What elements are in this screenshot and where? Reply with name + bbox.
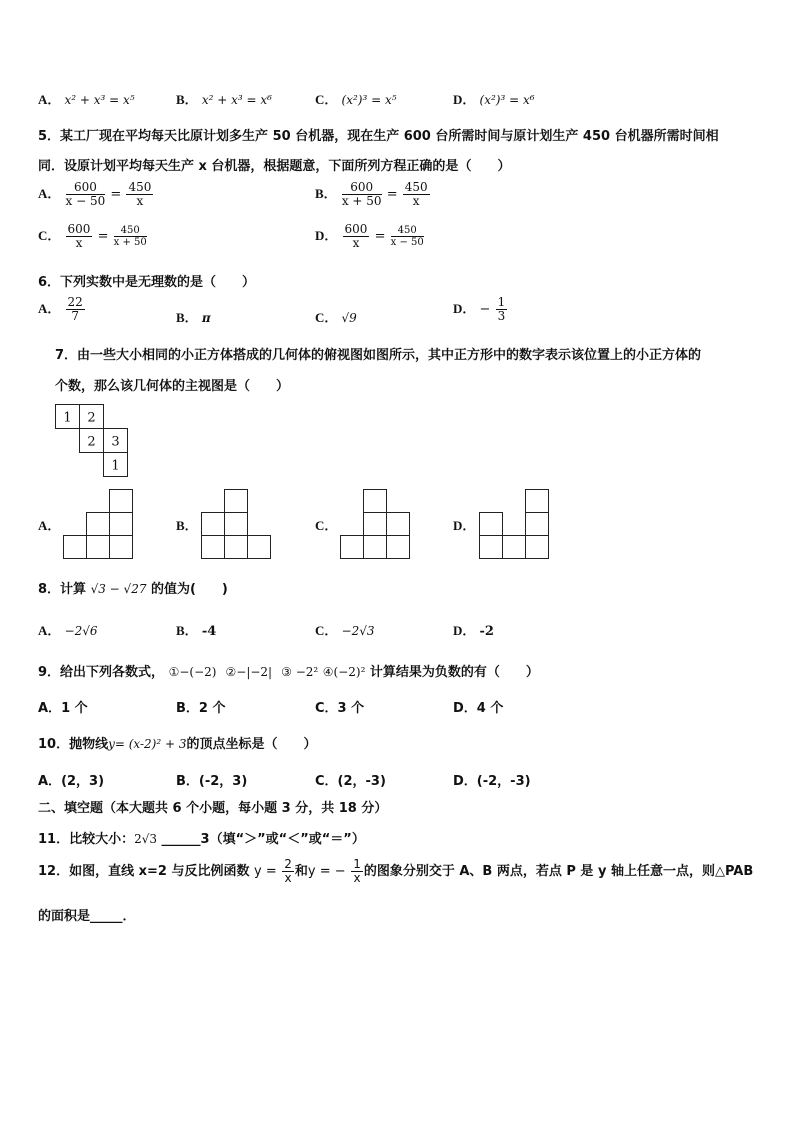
option-label: A．: [38, 623, 61, 638]
q8-option-d: [453, 620, 494, 639]
q12-line2: 的面积是_____．: [38, 909, 136, 924]
numerator: 1: [353, 857, 361, 871]
denominator: 3: [497, 309, 506, 324]
option-label: B．: [176, 701, 199, 716]
fraction: [66, 181, 106, 208]
numerator: 450: [128, 180, 152, 194]
option-label: A．: [38, 701, 62, 716]
q6-stem: 6．下列实数中是无理数的是（ ）: [38, 275, 256, 290]
option-label: D．: [453, 701, 477, 716]
denominator: x: [412, 194, 420, 209]
q7-option-d-figure: [479, 489, 551, 561]
denominator: x − 50: [65, 194, 106, 209]
option-label: B．: [176, 92, 198, 107]
cube-square: [387, 513, 410, 536]
option-expression: (x²)³ = x⁵: [341, 93, 397, 107]
q8-option-b: [176, 620, 216, 639]
cube-square: [225, 490, 248, 513]
denominator: x: [75, 236, 83, 251]
equals-sign: =: [110, 187, 122, 203]
grid-number: 2: [87, 434, 96, 450]
cube-square: [202, 536, 225, 559]
numerator: 600: [67, 222, 91, 236]
cube-square: [526, 536, 549, 559]
fraction: [126, 181, 153, 208]
q8-stem-expression: √3 − √27: [90, 582, 147, 596]
denominator: x: [353, 871, 361, 886]
q9-item-3: ③ −2²: [281, 665, 319, 679]
q9-stem-suffix: 计算结果为负数的有（ ）: [365, 665, 539, 680]
denominator: x: [284, 871, 292, 886]
q9-item-1: ①−(−2): [168, 665, 217, 679]
cube-square: [480, 536, 503, 559]
q8-stem: [38, 578, 228, 597]
option-text: (2，3): [61, 774, 105, 789]
q10-stem-prefix: 10．抛物线: [38, 737, 109, 752]
q12-suffix: 的图象分别交于 A、B 两点，若点 P 是 y 轴上任意一点，则△PAB: [363, 864, 754, 880]
option-label: D．: [453, 92, 476, 107]
q10-option-d: [453, 770, 531, 789]
option-expression: −2√6: [64, 624, 98, 638]
denominator: 7: [71, 309, 79, 324]
option-label: D．: [453, 774, 477, 789]
q6-option-b: [176, 307, 211, 326]
option-text: (-2，-3): [476, 774, 531, 789]
fraction: [403, 181, 430, 208]
cube-square: [87, 536, 110, 559]
q7-option-b-label: B．: [176, 518, 198, 533]
grid-number: 1: [111, 458, 120, 474]
option-text: (-2，3): [198, 774, 248, 789]
cube-square: [64, 536, 87, 559]
q10-option-b: [176, 770, 247, 789]
cube-square: [225, 536, 248, 559]
fraction: [343, 223, 370, 250]
cube-square: [110, 513, 133, 536]
option-expression: -2: [479, 624, 494, 639]
q7-option-a-figure: [63, 489, 135, 561]
cube-square: [248, 536, 271, 559]
q5-option-c: [38, 223, 148, 250]
option-expression: √9: [341, 311, 357, 325]
q12-line1: [38, 858, 753, 885]
section-heading: 二、填空题（本大题共 6 个小题，每小题 3 分，共 18 分）: [38, 801, 388, 816]
q11-rest: 3（填“＞”或“＜”或“＝”）: [200, 832, 365, 847]
q4-option-b: [176, 89, 272, 108]
option-label: B．: [176, 310, 198, 325]
fraction: [342, 181, 382, 208]
cube-square: [364, 513, 387, 536]
q7-option-d-label: D．: [453, 518, 476, 533]
numerator: 450: [391, 225, 424, 237]
q6-option-c: [315, 307, 357, 326]
q7-option-b-figure: [201, 489, 273, 561]
grid-number: 1: [63, 410, 72, 426]
q9-option-c: [315, 697, 364, 716]
q10-stem-suffix: 的顶点坐标是（ ）: [186, 737, 317, 752]
q7-stem-line2: 个数，那么该几何体的主视图是（ ）: [55, 379, 290, 394]
option-label: D．: [315, 228, 338, 244]
option-label: D．: [453, 301, 476, 317]
option-label: A．: [38, 92, 61, 107]
q10-option-c: [315, 770, 386, 789]
option-label: D．: [453, 623, 476, 638]
option-text: 2 个: [198, 701, 226, 716]
option-label: C．: [38, 228, 61, 244]
minus-sign: −: [479, 302, 491, 318]
q12-function2-left: y = −: [307, 864, 346, 880]
equals-sign: =: [386, 187, 398, 203]
q12-mid: 和: [294, 864, 308, 880]
q7-option-c-label: C．: [315, 518, 338, 533]
q7-option-c-figure: [340, 489, 412, 561]
cube-square: [87, 513, 110, 536]
q8-stem-suffix: 的值为( ): [146, 582, 228, 597]
option-text: (2，-3): [337, 774, 386, 789]
option-text: 1 个: [61, 701, 88, 716]
q9-item-2: ②−|−2|: [225, 665, 273, 679]
cube-square: [480, 513, 503, 536]
numerator: 600: [66, 181, 106, 195]
fraction: [496, 296, 508, 323]
fraction: [66, 296, 85, 323]
option-expression: -4: [201, 624, 217, 639]
q9-stem-prefix: 9．给出下列各数式，: [38, 665, 165, 680]
q10-stem-expression: y= (x-2)² + 3: [108, 737, 187, 751]
q8-option-c: [315, 620, 375, 639]
option-label: B．: [315, 186, 337, 202]
q5-stem-line2: 同．设原计划平均每天生产 x 台机器，根据题意，下面所列方程正确的是（ ）: [38, 159, 511, 174]
q7-stem-line1: 7．由一些大小相同的小正方体搭成的几何体的俯视图如图所示，其中正方形中的数字表示该位置上的小正方体的: [55, 348, 702, 363]
q4-option-d: [453, 89, 535, 108]
q4-option-c: [315, 89, 397, 108]
cube-square: [341, 536, 364, 559]
option-label: B．: [176, 623, 198, 638]
option-label: A．: [38, 774, 62, 789]
q12-function2-fraction: [351, 858, 363, 885]
cube-square: [526, 490, 549, 513]
cube-square: [387, 536, 410, 559]
q6-option-a: [38, 296, 86, 323]
option-label: C．: [315, 92, 338, 107]
option-expression: π: [201, 311, 211, 325]
cube-square: [225, 513, 248, 536]
cube-square: [526, 513, 549, 536]
option-label: C．: [315, 701, 338, 716]
numerator: 450: [404, 180, 428, 194]
option-label: C．: [315, 623, 338, 638]
option-text: 3 个: [337, 701, 365, 716]
q12-function1-left: y =: [254, 864, 277, 880]
q9-option-a: [38, 697, 88, 716]
numerator: 1: [497, 295, 506, 309]
q9-option-d: [453, 697, 503, 716]
fraction: [391, 225, 424, 248]
q7-option-a-label: A．: [38, 518, 61, 533]
option-text: 4 个: [476, 701, 504, 716]
cube-square: [110, 536, 133, 559]
option-label: C．: [315, 310, 338, 325]
q9-option-b: [176, 697, 226, 716]
q10-option-a: [38, 770, 104, 789]
q5-stem-line1: 5．某工厂现在平均每天比原计划多生产 50 台机器，现在生产 600 台所需时间与原计划生产 450 台机器所需时间相: [38, 129, 719, 144]
q10-stem: [38, 733, 317, 752]
denominator: x: [352, 236, 360, 251]
option-label: A．: [38, 186, 61, 202]
option-expression: (x²)³ = x⁶: [479, 93, 535, 107]
fraction: [114, 225, 147, 248]
equals-sign: =: [97, 229, 109, 245]
option-label: A．: [38, 301, 61, 317]
cube-square: [202, 513, 225, 536]
numerator: 600: [344, 222, 368, 236]
fraction: [66, 223, 93, 250]
option-expression: x² + x³ = x⁶: [201, 93, 272, 107]
cube-square: [503, 536, 526, 559]
denominator: x − 50: [390, 237, 424, 249]
q8-option-a: [38, 620, 98, 639]
denominator: x + 50: [113, 237, 147, 249]
numerator: 2: [284, 857, 292, 871]
q5-option-b: [315, 181, 431, 208]
q11-expression: 2√3: [134, 832, 158, 846]
q11: [38, 828, 365, 847]
equals-sign: =: [374, 229, 386, 245]
option-expression: x² + x³ = x⁵: [64, 93, 135, 107]
numerator: 450: [114, 225, 147, 237]
denominator: x + 50: [341, 194, 382, 209]
numerator: 22: [67, 295, 83, 309]
q8-stem-prefix: 8．计算: [38, 582, 91, 597]
q5-option-d: [315, 223, 425, 250]
option-expression: −2√3: [341, 624, 375, 638]
top-view-grid: [55, 404, 135, 478]
numerator: 600: [342, 181, 382, 195]
cube-square: [110, 490, 133, 513]
q11-prefix: 11．比较大小：: [38, 832, 135, 847]
cube-square: [364, 536, 387, 559]
grid-number: 3: [111, 434, 120, 450]
cube-square: [364, 490, 387, 513]
option-label: C．: [315, 774, 338, 789]
grid-number: 2: [87, 410, 96, 426]
q11-blank[interactable]: ______: [161, 832, 201, 847]
q4-option-a: [38, 89, 135, 108]
denominator: x: [136, 194, 144, 209]
q12-prefix: 12．如图，直线 x=2 与反比例函数: [38, 864, 250, 880]
q6-option-d: [453, 296, 508, 323]
q9-stem: [38, 661, 539, 680]
q9-item-4: ④(−2)²: [322, 665, 366, 679]
q5-option-a: [38, 181, 154, 208]
q12-function1-fraction: [282, 858, 294, 885]
option-label: B．: [176, 774, 199, 789]
